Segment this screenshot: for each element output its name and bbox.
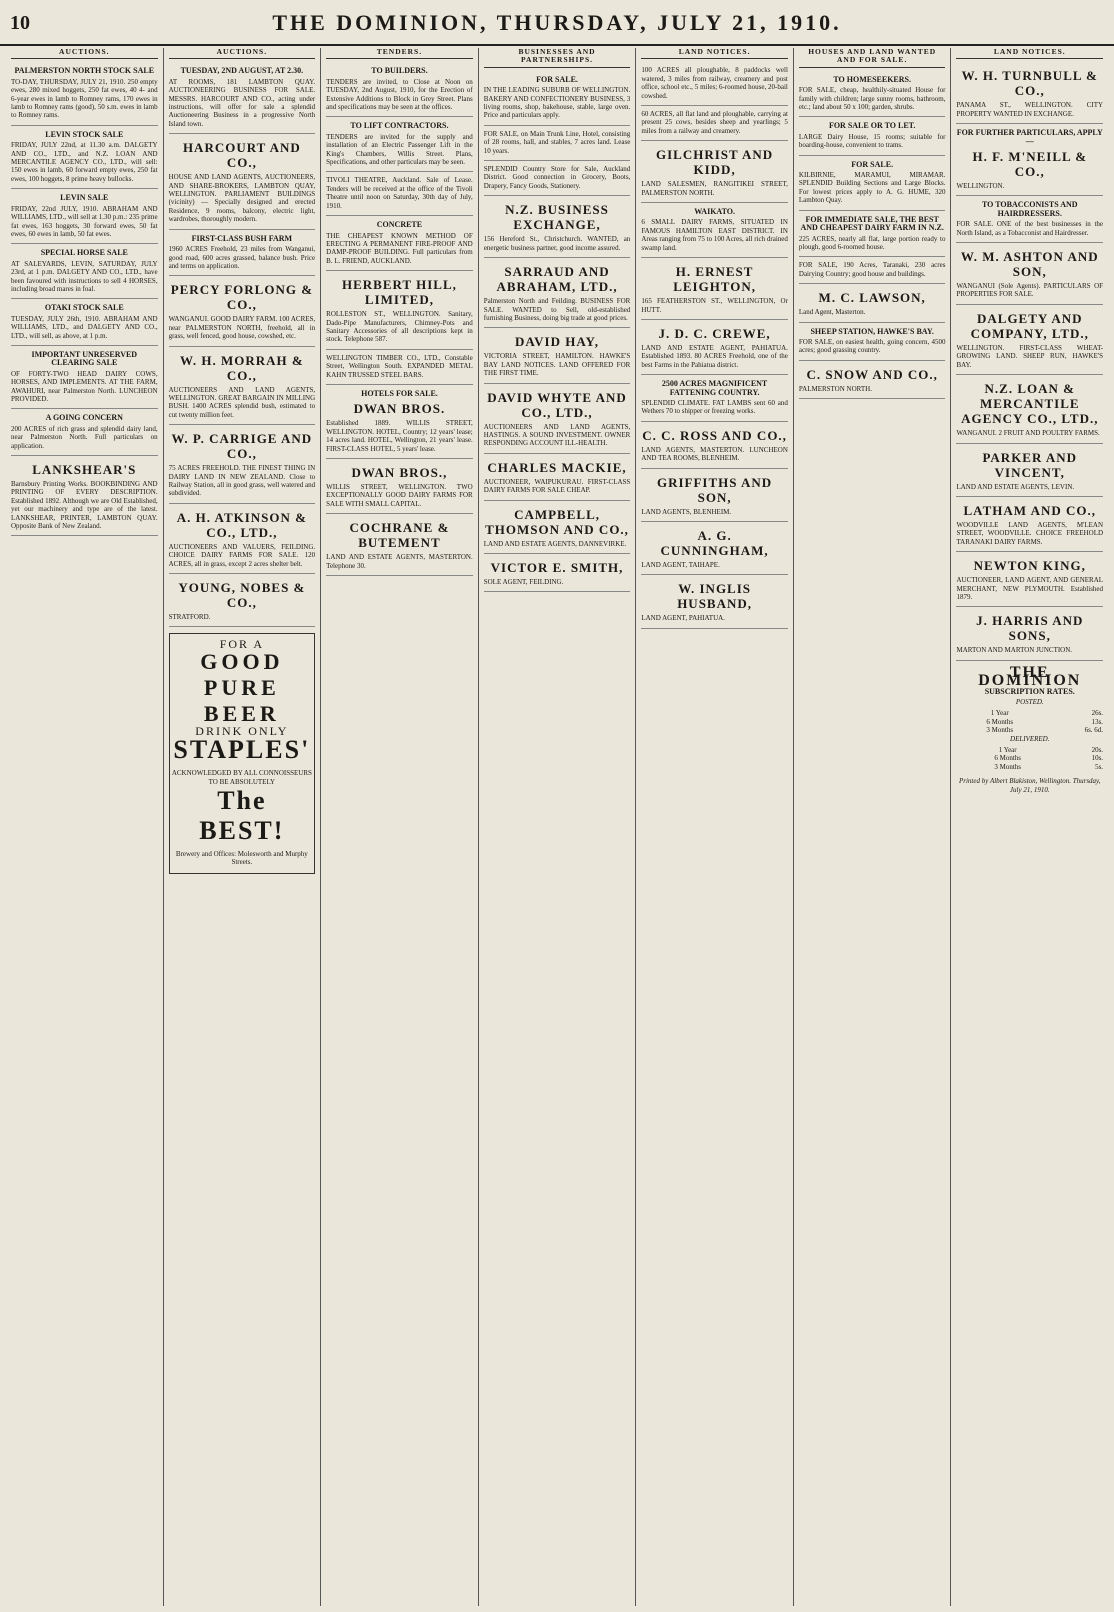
ad-advertiser-name: A. G. CUNNINGHAM, xyxy=(660,527,769,558)
advertisement xyxy=(956,375,1103,443)
ad-advertiser-name: M. C. LAWSON, xyxy=(818,290,926,306)
advertisement xyxy=(484,258,631,328)
advertisement xyxy=(956,552,1103,607)
rate-row xyxy=(956,763,1103,771)
ad-advertiser-name: W. H. TURNBULL & CO., xyxy=(961,68,1098,99)
ad-title: FOR FURTHER PARTICULARS, APPLY— xyxy=(956,128,1103,146)
ad-body: WANGANUI (Sole Agents). PARTICULARS OF PROPERTIES FOR SALE. xyxy=(956,282,1104,299)
ad-body: AUCTIONEER, LAND AGENT, AND GENERAL MERCHANT, NEW PLYMOUTH. Established 1879. xyxy=(956,576,1104,601)
advertisement xyxy=(641,422,788,469)
ad-title: FOR SALE. xyxy=(536,74,578,84)
ad-advertiser-name: DWAN BROS., xyxy=(351,465,448,480)
advertisement xyxy=(484,126,631,161)
ad-body: FRIDAY, 22nd JULY, 1910. ABRAHAM AND WILLIAMS, LTD., will sell at 1.30 p.m.: 235 prime fat ewes, 163 hoggets, 30 forward ewes, 50 fat ewes, 60 ewes in lamb, 50 fat ewes. xyxy=(11,204,158,238)
column-6 xyxy=(794,48,952,1606)
ad-body: WOODVILLE LAND AGENTS, M'LEAN STREET, WOODVILLE. CHOICE FREEHOLD TARANAKI DAIRY FARMS. xyxy=(956,520,1104,546)
beer-ad-line5: ACKNOWLEDGED BY ALL CONNOISSEURS TO BE ABSOLUTELY xyxy=(171,769,312,786)
ad-advertiser-name: H. ERNEST LEIGHTON, xyxy=(673,264,756,295)
ad-body: 100 ACRES all ploughable, 8 paddocks well watered, 3 miles from railway, creamery and post office, school etc., 5 miles; 6-roomed house, 20-bail cowshed. xyxy=(641,66,788,100)
advertisement xyxy=(956,305,1103,375)
rate-row xyxy=(956,718,1103,726)
column-heading: TENDERS. xyxy=(326,48,473,59)
ad-body: SPLENDID Country Store for Sale, Auckland District. Good connection in Grocery, Boots, Drapery, Fancy Goods, Stationery. xyxy=(483,165,631,190)
advertisement xyxy=(484,196,631,258)
rate-row xyxy=(956,709,1103,717)
advertisement xyxy=(484,71,631,126)
ad-body: 225 ACRES, nearly all flat, large portion ready to plough, good 6-roomed house. xyxy=(798,234,946,251)
staples-beer-ad xyxy=(169,633,316,873)
printer-imprint: Printed by Albert Blakiston, Wellington. Thursday, July 21, 1910. xyxy=(958,777,1101,794)
ad-body: LAND AGENTS, BLENHEIM. xyxy=(641,507,732,516)
advertisement xyxy=(484,501,631,554)
advertisement xyxy=(799,361,946,399)
advertisement xyxy=(641,106,788,141)
advertisement xyxy=(326,385,473,459)
ad-advertiser-name: DWAN BROS. xyxy=(353,401,446,417)
ad-advertiser-name: COCHRANE & BUTEMENT xyxy=(349,520,450,551)
delivered-label: DELIVERED. xyxy=(1010,734,1050,743)
ad-title: TO BUILDERS. xyxy=(371,66,428,76)
ad-advertiser-name: SARRAUD AND ABRAHAM, LTD., xyxy=(496,264,618,295)
column-heading: BUSINESSES AND PARTNERSHIPS. xyxy=(484,48,631,68)
rate-price: 20s. xyxy=(1091,746,1104,754)
page-number: 10 xyxy=(10,12,30,34)
ad-body: FOR SALE, on Main Trunk Line, Hotel, consisting of 28 rooms, hall, and stables, 7 acres land. Lease 10 years. xyxy=(483,129,631,155)
ad-body: 200 ACRES of rich grass and splendid dairy land, near Palmerston North. Full particulars on application. xyxy=(11,424,158,450)
advertisement xyxy=(641,375,788,422)
advertisement xyxy=(956,124,1103,196)
advertisement xyxy=(956,444,1103,497)
ad-body: LAND AGENTS, MASTERTON. LUNCHEON AND TEA ROOMS, BLENHEIM. xyxy=(641,445,788,463)
beer-ad-line4: STAPLES' xyxy=(173,735,311,765)
advertisement xyxy=(169,62,316,134)
column-heading: AUCTIONS. xyxy=(169,48,316,59)
advertisement xyxy=(169,574,316,627)
ad-advertiser-name: CAMPBELL, THOMSON AND CO., xyxy=(485,506,629,537)
ad-title: WAIKATO. xyxy=(694,207,736,217)
column-7 xyxy=(951,48,1108,1606)
ad-title: SHEEP STATION, HAWKE'S BAY. xyxy=(810,326,934,336)
ad-body: 6 SMALL DAIRY FARMS, SITUATED IN FAMOUS HAMILTON EAST DISTRICT. IN Areas ranging from 75 to 100 Acres, all rich drained swamp land. xyxy=(641,218,788,252)
beer-ad-line7: Brewery and Offices: Molesworth and Murphy Streets. xyxy=(175,850,308,867)
ad-body: Barnsbury Printing Works. BOOKBINDING AND PRINTING OF EVERY DESCRIPTION. Established 1892. Although we are Old Established, yet our machinery and type are of the latest. LANKSHEAR, PRINTER, LAMBTON QUAY. Opposite Bank of New Zealand. xyxy=(11,480,158,531)
advertisement xyxy=(641,141,788,203)
ad-body: WELLINGTON. FIRST-CLASS WHEAT-GROWING LAND. SHEEP RUN, HAWKE'S BAY. xyxy=(956,343,1104,369)
ad-advertiser-name: YOUNG, NOBES & CO., xyxy=(178,580,306,610)
advertisement xyxy=(956,607,1103,660)
ad-advertiser-name: PARKER AND VINCENT, xyxy=(982,449,1078,480)
advertisement xyxy=(11,409,158,456)
rate-price: 13s. xyxy=(1091,717,1104,726)
column-heading: LAND NOTICES. xyxy=(641,48,788,59)
advertisement xyxy=(11,456,158,536)
ad-advertiser-name: VICTOR E. SMITH, xyxy=(490,559,624,575)
ad-title: SPECIAL HORSE SALE xyxy=(40,248,128,258)
rate-row xyxy=(956,746,1103,754)
ad-title: FOR SALE OR TO LET. xyxy=(828,121,916,131)
rate-period: 6 Months xyxy=(986,717,1014,726)
ad-body: WELLINGTON TIMBER CO., LTD., Constable Street, Wellington South. EXPANDED METAL KAHN TRUSSED STEEL BARS. xyxy=(326,353,473,379)
column-2 xyxy=(164,48,322,1606)
advertisement xyxy=(641,575,788,628)
ad-body: FOR SALE. ONE of the best businesses in the North Island, as a Tobacconist and Hairdresser. xyxy=(956,220,1104,237)
advertisement xyxy=(169,347,316,426)
ad-title: HOTELS FOR SALE. xyxy=(361,388,438,398)
subscription-title: THE DOMINION xyxy=(978,663,1082,690)
ad-body: TENDERS are invited for the supply and installation of an Electric Passenger Lift in the King's Chambers, Willis Street. Plans, Specifications, and other particulars may be seen. xyxy=(326,132,473,167)
ad-title: FIRST-CLASS BUSH FARM xyxy=(191,233,293,243)
advertisement xyxy=(799,211,946,258)
ad-advertiser-name: HERBERT HILL, LIMITED, xyxy=(341,277,457,308)
beer-ad-line2: GOOD PURE BEER xyxy=(200,648,284,726)
ad-title: OTAKI STOCK SALE xyxy=(44,303,124,313)
ad-advertiser-name: GRIFFITHS AND SON, xyxy=(656,474,773,505)
advertisement xyxy=(326,514,473,576)
column-heading: AUCTIONS. xyxy=(11,48,158,59)
advertisement xyxy=(11,299,158,346)
advertisement xyxy=(799,257,946,284)
advertisement xyxy=(956,497,1103,552)
ad-body: AT SALEYARDS, LEVIN, SATURDAY, JULY 23rd, at 1 p.m. DALGETY AND CO., LTD., have been favoured with instructions to sell 4 HORSES, including broad mares in foal. xyxy=(11,259,158,293)
ad-body: LAND AND ESTATE AGENT, PAHIATUA. Established 1893. 80 ACRES Freehold, one of the best Farms in the Pahiatua district. xyxy=(641,343,788,369)
ad-title: PALMERSTON NORTH STOCK SALE xyxy=(14,66,155,76)
rate-period: 3 Months xyxy=(986,726,1014,735)
advertisement xyxy=(169,425,316,504)
advertisement xyxy=(484,328,631,383)
advertisement xyxy=(326,459,473,514)
ad-advertiser-name: LANKSHEAR'S xyxy=(32,462,137,478)
ad-advertiser-name: LATHAM AND CO., xyxy=(963,502,1096,518)
ad-body: FOR SALE, 190 Acres, Taranaki, 230 acres Dairying Country; good house and buildings. xyxy=(798,261,946,278)
ad-body: PALMERSTON NORTH. xyxy=(798,384,872,393)
ad-advertiser-name: C. C. ROSS AND CO., xyxy=(642,427,787,443)
ad-advertiser-name: DALGETY AND COMPANY, LTD., xyxy=(970,310,1089,341)
ad-body: AUCTIONEERS AND VALUERS, FEILDING. CHOICE DAIRY FARMS FOR SALE. 120 ACRES, all in grass, except 2 acres shelter belt. xyxy=(168,542,316,568)
subscription-subtitle: SUBSCRIPTION RATES. xyxy=(984,686,1075,696)
ad-body: LAND AND ESTATE AGENTS, DANNEVIRKE. xyxy=(483,539,627,548)
rate-period: 3 Months xyxy=(994,762,1022,771)
advertisement xyxy=(484,161,631,196)
advertisement xyxy=(956,62,1103,124)
newspaper-columns xyxy=(6,48,1108,1606)
column-heading: HOUSES AND LAND WANTED AND FOR SALE. xyxy=(799,48,946,68)
advertisement xyxy=(484,384,631,454)
ad-body: WILLIS STREET, WELLINGTON. TWO EXCEPTIONALLY GOOD DAIRY FARMS FOR SALE WITH SMALL CAPITAL. xyxy=(326,483,473,508)
advertisement xyxy=(641,203,788,258)
ad-advertiser-name: H. F. M'NEILL & CO., xyxy=(972,149,1088,180)
advertisement xyxy=(641,258,788,320)
ad-body: SOLE AGENT, FEILDING. xyxy=(483,577,564,586)
ad-body: HOUSE AND LAND AGENTS, AUCTIONEERS, AND SHARE-BROKERS, LAMBTON QUAY, WELLINGTON. PARLIAMENT BUILDINGS (vicinity) — Specially designed and erected Residence, 9 rooms, balcony, electric light, wardrobes, thoroughly modern. xyxy=(168,173,316,224)
ad-advertiser-name: W. P. CARRIGE AND CO., xyxy=(171,431,313,462)
advertisement xyxy=(641,469,788,522)
advertisement xyxy=(11,346,158,409)
ad-advertiser-name: W. M. ASHTON AND SON, xyxy=(960,249,1099,280)
column-3 xyxy=(321,48,479,1606)
page-header xyxy=(0,0,1114,46)
column-4 xyxy=(479,48,637,1606)
column-5 xyxy=(636,48,794,1606)
subscription-rates-box xyxy=(956,663,1104,794)
ad-body: THE CHEAPEST KNOWN METHOD OF ERECTING A PERMANENT FIRE-PROOF AND DAMP-PROOF BUILDING. Full particulars from B. L. FRIEND, AUCKLAND. xyxy=(326,231,473,265)
ad-body: LARGE Dairy House, 15 rooms; suitable for boarding-house, convenient to trams. xyxy=(798,132,946,150)
ad-title: FOR IMMEDIATE SALE, THE BEST AND CHEAPEST DAIRY FARM IN N.Z. xyxy=(800,214,944,233)
ad-body: OF FORTY-TWO HEAD DAIRY COWS, HORSES, AND IMPLEMENTS. AT THE FARM, AWAHURI, near Palmerston North. LUNCHEON PROVIDED. xyxy=(11,369,158,403)
ad-body: STRATFORD. xyxy=(168,613,211,621)
ad-title: CONCRETE xyxy=(376,220,423,230)
rate-price: 6s. 6d. xyxy=(1084,726,1104,735)
ad-body: MARTON AND MARTON JUNCTION. xyxy=(956,646,1073,655)
advertisement xyxy=(169,230,316,277)
posted-rates-table xyxy=(956,709,1103,734)
ad-advertiser-name: C. SNOW AND CO., xyxy=(806,366,938,382)
ad-title: TUESDAY, 2ND AUGUST, AT 2.30. xyxy=(180,66,304,76)
rate-row xyxy=(956,754,1103,762)
advertisement xyxy=(484,454,631,501)
rate-price: 5s. xyxy=(1095,762,1104,771)
rate-period: 6 Months xyxy=(994,754,1022,763)
ad-title: IMPORTANT UNRESERVED CLEARING SALE xyxy=(31,349,138,368)
ad-body: 156 Hereford St., Christchurch. WANTED, an energetic business partner, good income assured. xyxy=(483,235,631,252)
ad-body: PANAMA ST., WELLINGTON. CITY PROPERTY WANTED IN EXCHANGE. xyxy=(956,101,1104,118)
ad-title: 2500 ACRES MAGNIFICENT FATTENING COUNTRY. xyxy=(661,379,768,397)
column-1 xyxy=(6,48,164,1606)
delivered-rates-table xyxy=(956,746,1103,771)
ad-advertiser-name: N.Z. LOAN & MERCANTILE AGENCY CO., LTD., xyxy=(961,381,1099,427)
ad-body: SPLENDID CLIMATE. FAT LAMBS sent 60 and Wethers 70 to shipper or freezing works. xyxy=(641,398,788,416)
advertisement xyxy=(641,62,788,106)
advertisement xyxy=(11,126,158,189)
advertisement xyxy=(956,196,1103,243)
advertisement xyxy=(326,117,473,172)
beer-ad-line3: DRINK ONLY xyxy=(195,723,289,738)
ad-title: A GOING CONCERN xyxy=(45,413,123,423)
ad-advertiser-name: PERCY FORLONG & CO., xyxy=(170,282,314,313)
masthead: THE DOMINION, THURSDAY, JULY 21, 1910. xyxy=(272,10,842,35)
advertisement xyxy=(169,134,316,229)
ad-body: TO-DAY, THURSDAY, JULY 21, 1910. 250 empty ewes, 280 mixed hoggets, 250 fat ewes, 40 4- and 6-year ewes in lamb to Romney rams, 170 ewes in lamb to Romney rams (good), 50 s.m. ewes in lamb to Romney rams. xyxy=(11,77,158,120)
ad-body: 1960 ACRES Freehold, 23 miles from Wanganui, good road, 600 acres grassed, balance bush. Price and terms on application. xyxy=(168,245,316,270)
ad-title: LEVIN SALE xyxy=(60,193,109,203)
posted-label: POSTED. xyxy=(1015,697,1044,706)
ad-body: LAND SALESMEN, RANGITIKEI STREET, PALMERSTON NORTH. xyxy=(641,180,788,197)
advertisement xyxy=(641,320,788,375)
rate-price: 26s. xyxy=(1091,709,1104,718)
ad-title: TO HOMESEEKERS. xyxy=(833,74,911,84)
ad-advertiser-name: J. D. C. CREWE, xyxy=(658,325,771,341)
ad-body: Established 1889. WILLIS STREET, WELLINGTON. HOTEL, Country; 12 years' lease; 14 acres land. HOTEL, Wellington, 21 years' lease. FIRST-CLASS HOTEL, 5 years' lease. xyxy=(326,419,473,453)
ad-body: LAND AND ESTATE AGENTS, LEVIN. xyxy=(956,482,1075,491)
ad-advertiser-name: W. H. MORRAH & CO., xyxy=(180,352,304,383)
ad-body: LAND AGENT, PAHIATUA. xyxy=(641,614,725,623)
ad-body: LAND AND ESTATE AGENTS, MASTERTON. Telephone 30. xyxy=(326,553,473,570)
ad-title: TO LIFT CONTRACTORS. xyxy=(350,121,449,131)
ad-body: Land Agent, Masterton. xyxy=(798,308,866,317)
advertisement xyxy=(11,62,158,125)
ad-title: LEVIN STOCK SALE xyxy=(45,129,124,139)
ad-body: TIVOLI THEATRE, Auckland. Sale of Lease. Tenders will be received at the office of the Tivoli Theatre until noon on Saturday, 30th day of July, 1910. xyxy=(326,176,473,210)
ad-body: IN THE LEADING SUBURB OF WELLINGTON. BAKERY AND CONFECTIONERY BUSINESS, 3 living rooms, shop, bakehouse, stable, large oven. Price and particulars apply. xyxy=(483,86,631,120)
ad-body: WELLINGTON. xyxy=(956,182,1005,191)
advertisement xyxy=(11,189,158,244)
rate-row xyxy=(956,726,1103,734)
ad-body: ROLLESTON ST., WELLINGTON. Sanitary, Dado-Pipe Manufacturers, Chimney-Pots and Sanitary Accessories of all descriptions kept in stock. Telephone 587. xyxy=(326,310,473,344)
advertisement xyxy=(326,172,473,216)
column-heading: LAND NOTICES. xyxy=(956,48,1103,59)
rate-price: 10s. xyxy=(1091,754,1104,763)
ad-body: LAND AGENT, TAIHAPE. xyxy=(641,560,720,569)
advertisement xyxy=(326,350,473,385)
advertisement xyxy=(169,276,316,346)
ad-body: 75 ACRES FREEHOLD. THE FINEST THING IN DAIRY LAND IN NEW ZEALAND. Close to Railway Station, all in good grass, well watered and subdivided. xyxy=(168,464,316,498)
ad-body: TUESDAY, JULY 26th, 1910. ABRAHAM AND WILLIAMS, LTD., and DALGETY AND CO., LTD., will sell, as above, at 1 p.m. xyxy=(11,314,158,340)
ad-title: FOR SALE. xyxy=(851,159,894,169)
advertisement xyxy=(484,554,631,592)
advertisement xyxy=(326,271,473,350)
ad-body: WANGANUI. 2 FRUIT AND POULTRY FARMS. xyxy=(956,429,1100,438)
ad-body: FOR SALE, cheap, healthily-situated House for family with children; large sunny rooms, bathroom, etc.; land about 50 x 100; garden, shrubs. xyxy=(798,86,946,112)
ad-body: AUCTIONEERS AND LAND AGENTS, HASTINGS. A SOUND INVESTMENT. OWNER RESPONDING ACCOUNT ILL-HEALTH. xyxy=(483,422,631,448)
advertisement xyxy=(11,244,158,299)
advertisement xyxy=(799,71,946,118)
advertisement xyxy=(799,284,946,322)
ad-body: FRIDAY, JULY 22nd, at 11.30 a.m. DALGETY AND CO., LTD., and N.Z. LOAN AND MERCANTILE AGENCY CO., LTD., will sell: 150 ewes in lamb, 60 forward empty ewes, 250 fat ewes, 100 hoggets, 8 prime heavy bullocks. xyxy=(11,141,158,183)
ad-body: AUCTIONEER, WAIPUKURAU. FIRST-CLASS DAIRY FARMS FOR SALE CHEAP. xyxy=(483,477,631,495)
beer-ad-line6: The BEST! xyxy=(199,786,285,846)
advertisement xyxy=(326,62,473,117)
ad-advertiser-name: DAVID HAY, xyxy=(515,334,599,350)
advertisement xyxy=(169,504,316,574)
ad-body: 165 FEATHERSTON ST., WELLINGTON, Or HUTT. xyxy=(641,297,788,314)
ad-body: FOR SALE, on easiest health, going concern, 4500 acres; good grassing country. xyxy=(798,337,946,355)
ad-body: KILBIRNIE, MARAMUI, MIRAMAR. SPLENDID Building Sections and Large Blocks. For lowest prices apply to A. G. HUME, 320 Lambton Quay. xyxy=(798,171,946,205)
ad-body: Palmerston North and Feilding. BUSINESS FOR SALE. WANTED to Sell, old-established furnishing Business, doing big trade at good prices. xyxy=(483,297,631,322)
ad-advertiser-name: DAVID WHYTE AND CO., LTD., xyxy=(487,389,627,420)
ad-advertiser-name: N.Z. BUSINESS EXCHANGE, xyxy=(505,202,609,233)
ad-advertiser-name: HARCOURT AND CO., xyxy=(182,140,301,171)
ad-body: WANGANUI. GOOD DAIRY FARM. 100 ACRES, near PALMERSTON NORTH, freehold, all in grass, well fenced, good house, cowshed, etc. xyxy=(168,315,316,341)
ad-advertiser-name: J. HARRIS AND SONS, xyxy=(976,613,1084,644)
advertisement xyxy=(956,243,1103,305)
ad-body: TENDERS are invited, to Close at Noon on TUESDAY, 2nd August, 1910, for the Erection of Extensive Additions to Block in Grey Street. Plans and specifications may be seen at the offices. xyxy=(326,77,473,112)
advertisement xyxy=(799,117,946,155)
beer-ad-line1: FOR A xyxy=(219,637,265,652)
advertisement xyxy=(799,156,946,211)
ad-body: AT ROOMS, 181 LAMBTON QUAY. AUCTIONEERING BUSINESS FOR SALE. MESSRS. HARCOURT AND CO., acting under instructions, will offer for sale a splendid Auctioneering Business in a progressive North Island town. xyxy=(168,77,316,128)
ad-body: 60 ACRES, all flat land and ploughable, carrying at present 25 cows, besides sheep and yearlings; 5 miles from a railway and creamery. xyxy=(641,110,788,135)
advertisement xyxy=(326,216,473,271)
ad-advertiser-name: W. INGLIS HUSBAND, xyxy=(677,581,753,612)
ad-advertiser-name: GILCHRIST AND KIDD, xyxy=(656,147,774,178)
ad-advertiser-name: NEWTON KING, xyxy=(973,558,1086,574)
ad-advertiser-name: CHARLES MACKIE, xyxy=(487,459,627,475)
ad-title: TO TOBACCONISTS AND HAIRDRESSERS. xyxy=(981,200,1078,218)
ad-body: AUCTIONEERS AND LAND AGENTS, WELLINGTON. GREAT BARGAIN IN MILLING BUSH. 1400 ACRES splendid bush, estimated to cut twenty million feet. xyxy=(168,385,316,419)
advertisement xyxy=(799,323,946,361)
rate-period: 1 Year xyxy=(990,709,1009,718)
ad-body: VICTORIA STREET, HAMILTON. HAWKE'S BAY LAND NOTICES. LAND OFFERED FOR THE FIRST TIME. xyxy=(483,352,631,378)
rate-period: 1 Year xyxy=(998,746,1017,754)
ad-advertiser-name: A. H. ATKINSON & CO., LTD., xyxy=(176,509,307,540)
advertisement xyxy=(641,522,788,575)
